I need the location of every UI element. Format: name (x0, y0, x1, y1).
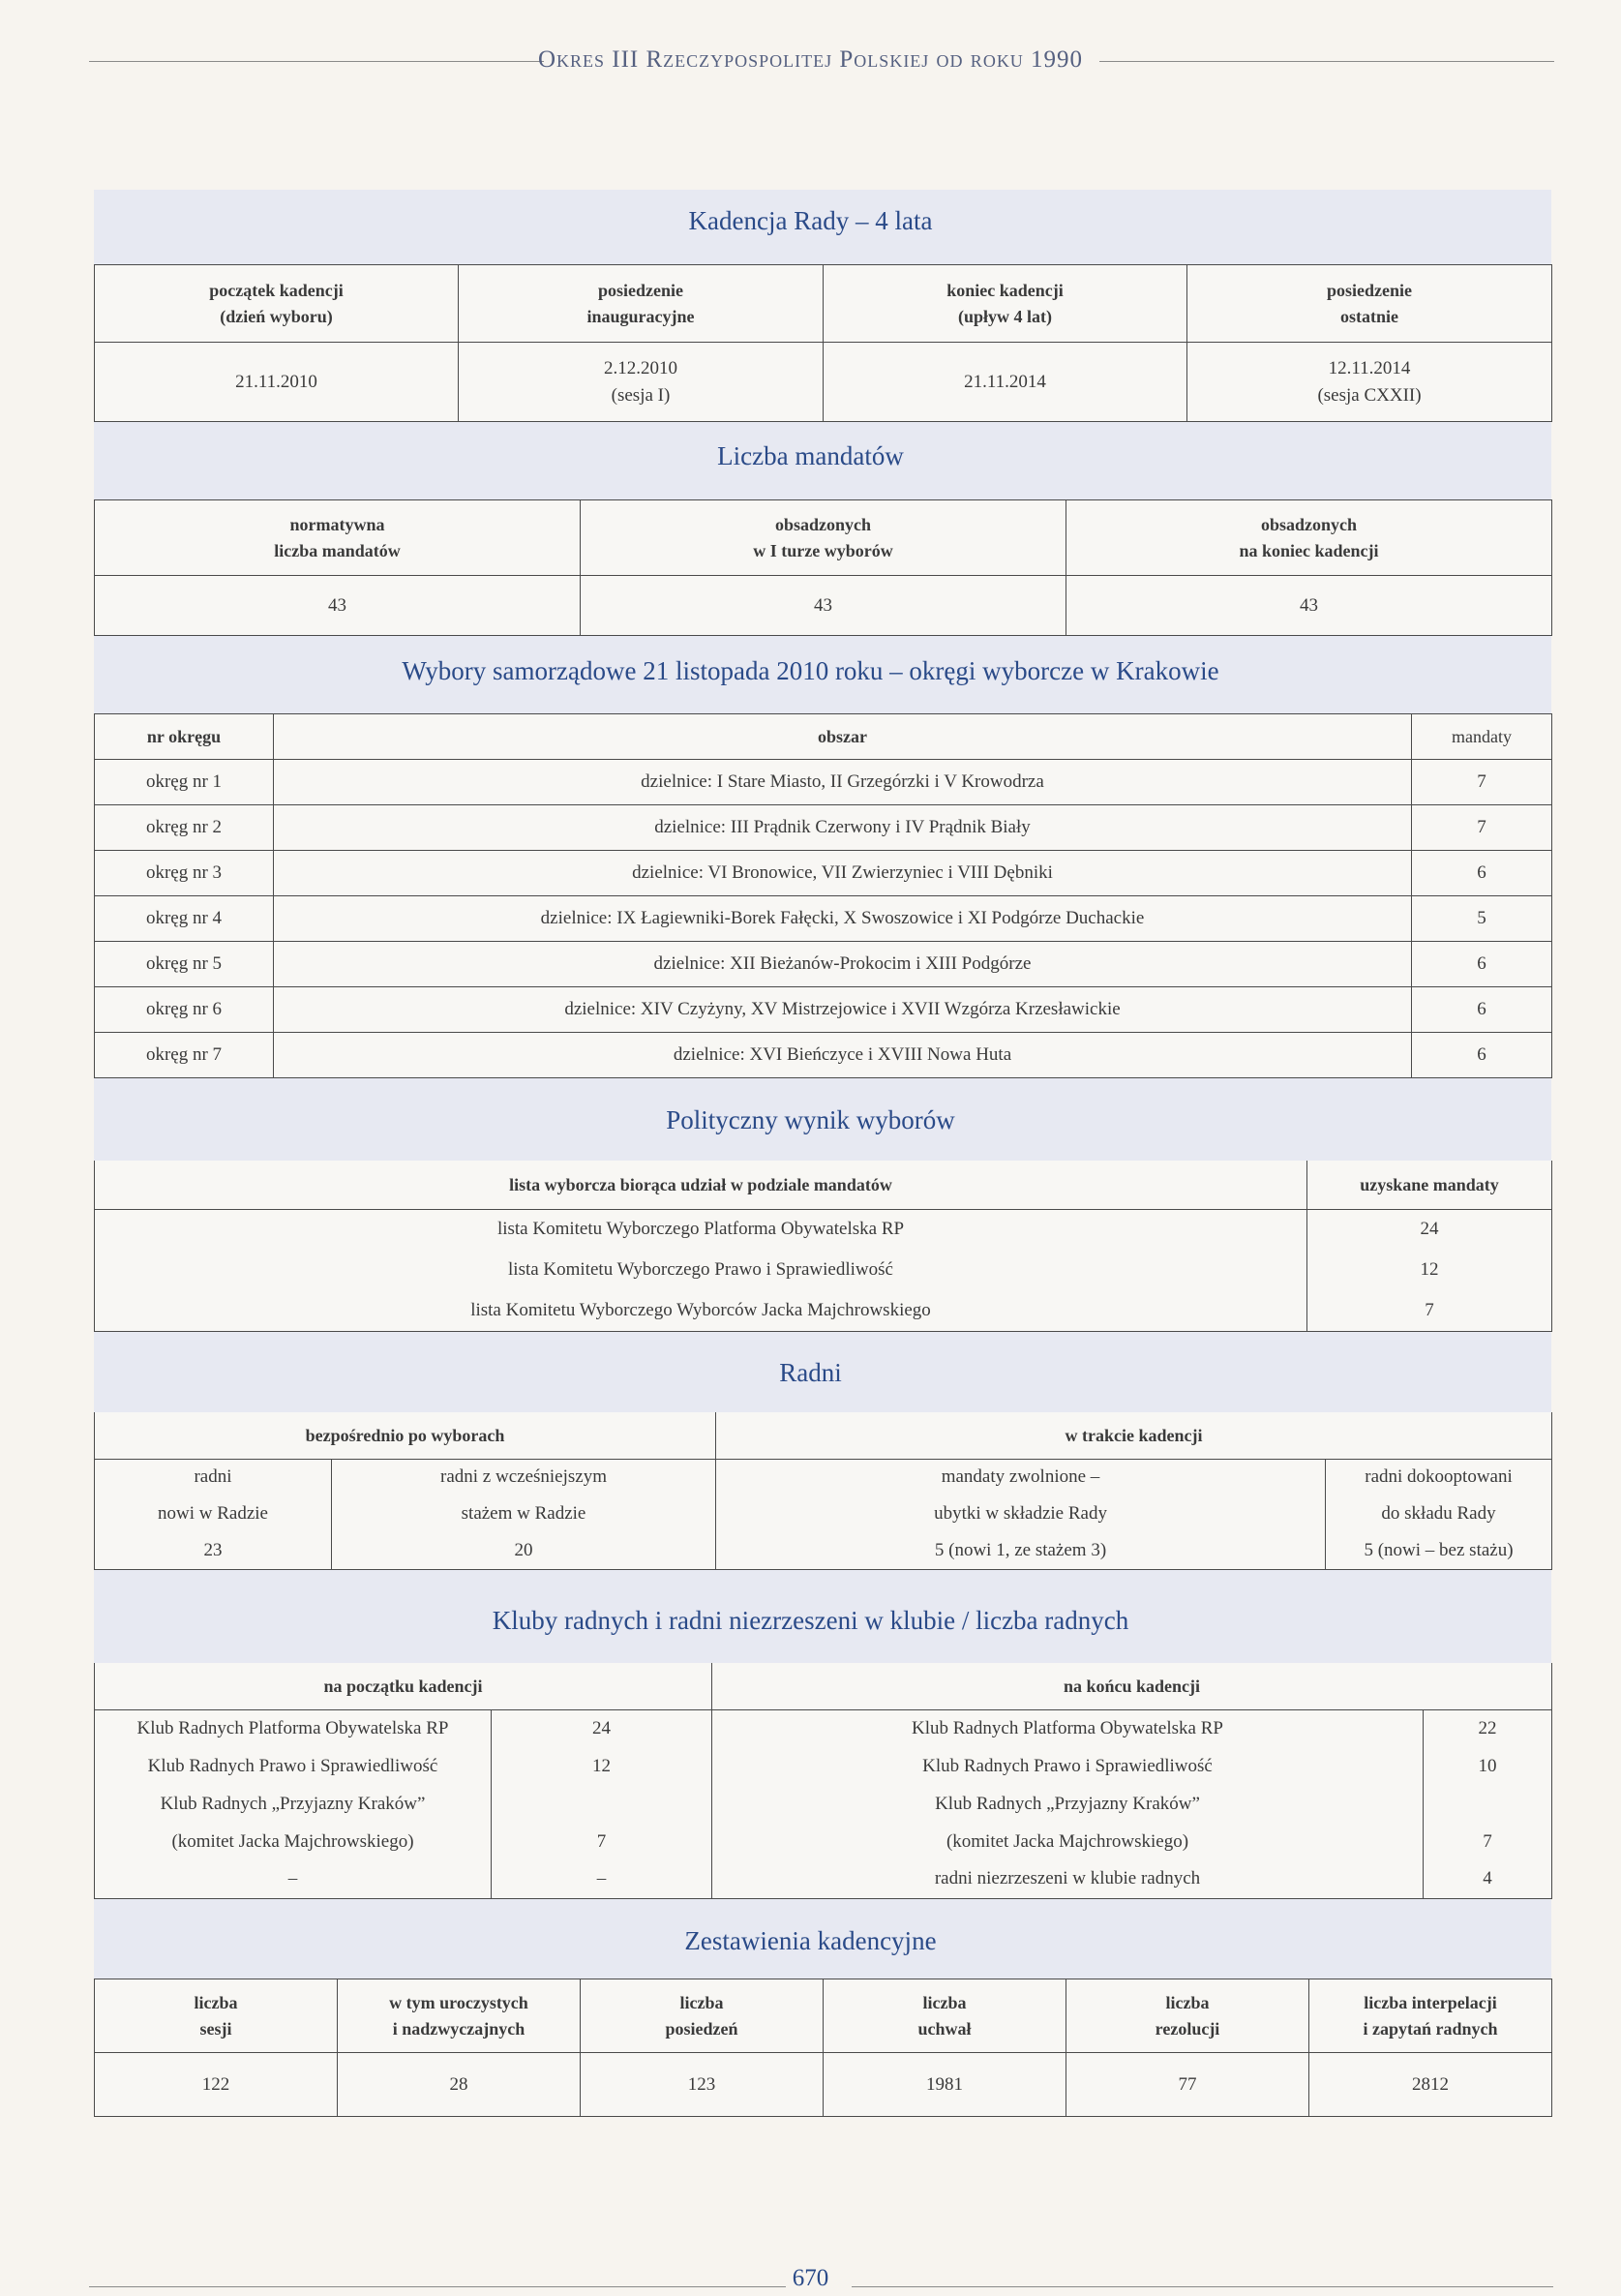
club-name-start: Klub Radnych „Przyjazny Kraków” (95, 1785, 492, 1823)
district-area: dzielnice: XVI Bieńczyce i XVIII Nowa Huta (274, 1033, 1412, 1078)
table-row (95, 1033, 1552, 1078)
results-header-list: lista wyborcza biorąca udział w podziale mandatów (95, 1161, 1307, 1209)
club-count-start: 7 (492, 1823, 712, 1860)
summary-header-cell: liczba rezolucji (1066, 1979, 1309, 2053)
table-row (95, 942, 1552, 987)
district-area: dzielnice: XII Bieżanów-Prokocim i XIII Podgórze (274, 942, 1412, 987)
district-number: okręg nr 1 (95, 760, 274, 805)
councillors-cell: radni z wcześniejszym (332, 1459, 716, 1495)
results-list-name: lista Komitetu Wyborczego Wyborców Jacka Majchrowskiego (95, 1290, 1307, 1331)
councillors-cell: radni (95, 1459, 332, 1495)
term-value-cell: 21.11.2014 (824, 343, 1187, 422)
councillors-table (94, 1412, 1552, 1570)
districts-title: Wybory samorządowe 21 listopada 2010 roku – okręgi wyborcze w Krakowie (402, 656, 1219, 685)
term-value-cell: 12.11.2014 (sesja CXXII) (1187, 343, 1552, 422)
term-value-cell: 2.12.2010 (sesja I) (459, 343, 824, 422)
term-header-cell: posiedzenie inauguracyjne (459, 265, 824, 343)
club-count-start: 24 (492, 1709, 712, 1747)
clubs-title: Kluby radnych i radni niezrzeszeni w klubie / liczba radnych (492, 1606, 1129, 1635)
district-number: okręg nr 2 (95, 805, 274, 851)
term-table (94, 264, 1552, 422)
clubs-header-start: na początku kadencji (95, 1663, 712, 1709)
district-number: okręg nr 6 (95, 987, 274, 1033)
summary-value-cell: 28 (338, 2053, 581, 2117)
councillors-title: Radni (779, 1358, 842, 1387)
club-count-start (492, 1785, 712, 1823)
club-count-start: – (492, 1860, 712, 1898)
table-row (95, 1209, 1552, 1250)
district-number: okręg nr 3 (95, 851, 274, 896)
summary-value-cell: 123 (581, 2053, 824, 2117)
results-title: Polityczny wynik wyborów (666, 1105, 955, 1134)
districts-header-number: nr okręgu (95, 714, 274, 760)
districts-table (94, 713, 1552, 1078)
councillors-cell: mandaty zwolnione – (716, 1459, 1326, 1495)
club-name-start: Klub Radnych Platforma Obywatelska RP (95, 1709, 492, 1747)
header-rule-right (1099, 61, 1554, 62)
term-value-cell: 21.11.2010 (95, 343, 459, 422)
district-area: dzielnice: VI Bronowice, VII Zwierzyniec i VIII Dębniki (274, 851, 1412, 896)
footer-rule-right (852, 2286, 1553, 2287)
summary-header-cell: liczba uchwał (824, 1979, 1066, 2053)
district-seats: 7 (1412, 760, 1552, 805)
district-seats: 6 (1412, 851, 1552, 896)
mandates-table (94, 499, 1552, 636)
results-header-seats: uzyskane mandaty (1307, 1161, 1552, 1209)
term-title: Kadencja Rady – 4 lata (688, 206, 933, 235)
summary-table (94, 1979, 1552, 2117)
mandates-title: Liczba mandatów (717, 441, 904, 470)
club-count-end: 7 (1424, 1823, 1552, 1860)
table-row (95, 1709, 1552, 1747)
table-row (95, 851, 1552, 896)
club-count-end (1424, 1785, 1552, 1823)
summary-header-cell: liczba posiedzeń (581, 1979, 824, 2053)
table-row (95, 987, 1552, 1033)
councillors-cell: radni dokooptowani (1326, 1459, 1552, 1495)
mandates-value-cell: 43 (581, 576, 1066, 636)
summary-value-cell: 1981 (824, 2053, 1066, 2117)
district-area: dzielnice: I Stare Miasto, II Grzegórzki i V Krowodrza (274, 760, 1412, 805)
mandates-header-cell: obsadzonych w I turze wyborów (581, 500, 1066, 576)
councillors-cell: ubytki w składzie Rady (716, 1495, 1326, 1532)
councillors-value: 20 (332, 1532, 716, 1569)
club-name-start: (komitet Jacka Majchrowskiego) (95, 1823, 492, 1860)
term-header-cell: koniec kadencji (upływ 4 lat) (824, 265, 1187, 343)
councillors-value: 5 (nowi 1, ze stażem 3) (716, 1532, 1326, 1569)
mandates-header-cell: normatywna liczba mandatów (95, 500, 581, 576)
table-row (95, 1290, 1552, 1331)
club-name-start: – (95, 1860, 492, 1898)
club-name-end: radni niezrzeszeni w klubie radnych (712, 1860, 1424, 1898)
district-seats: 6 (1412, 1033, 1552, 1078)
districts-header-seats: mandaty (1412, 714, 1552, 760)
table-row (95, 1823, 1552, 1860)
results-list-name: lista Komitetu Wyborczego Prawo i Sprawiedliwość (95, 1250, 1307, 1290)
councillors-group-after-election: bezpośrednio po wyborach (95, 1412, 716, 1459)
councillors-cell: stażem w Radzie (332, 1495, 716, 1532)
club-count-start: 12 (492, 1747, 712, 1785)
summary-value-cell: 2812 (1309, 2053, 1552, 2117)
summary-title: Zestawienia kadencyjne (684, 1926, 937, 1955)
mandates-header-cell: obsadzonych na koniec kadencji (1066, 500, 1552, 576)
clubs-header-end: na końcu kadencji (712, 1663, 1552, 1709)
summary-header-cell: liczba sesji (95, 1979, 338, 2053)
district-number: okręg nr 7 (95, 1033, 274, 1078)
results-seats: 12 (1307, 1250, 1552, 1290)
table-row (95, 760, 1552, 805)
term-header-cell: początek kadencji (dzień wyboru) (95, 265, 459, 343)
club-name-end: Klub Radnych „Przyjazny Kraków” (712, 1785, 1424, 1823)
councillors-value: 5 (nowi – bez stażu) (1326, 1532, 1552, 1569)
results-seats: 24 (1307, 1209, 1552, 1250)
councillors-value: 23 (95, 1532, 332, 1569)
club-count-end: 10 (1424, 1747, 1552, 1785)
page-number: 670 (792, 2265, 829, 2291)
club-name-end: Klub Radnych Prawo i Sprawiedliwość (712, 1747, 1424, 1785)
councillors-group-during-term: w trakcie kadencji (716, 1412, 1552, 1459)
summary-header-cell: liczba interpelacji i zapytań radnych (1309, 1979, 1552, 2053)
club-name-end: (komitet Jacka Majchrowskiego) (712, 1823, 1424, 1860)
club-count-end: 4 (1424, 1860, 1552, 1898)
table-row (95, 1250, 1552, 1290)
clubs-table (94, 1663, 1552, 1899)
mandates-value-cell: 43 (1066, 576, 1552, 636)
club-name-start: Klub Radnych Prawo i Sprawiedliwość (95, 1747, 492, 1785)
table-row (95, 896, 1552, 942)
table-row (95, 1860, 1552, 1898)
district-seats: 6 (1412, 987, 1552, 1033)
summary-header-cell: w tym uroczystych i nadzwyczajnych (338, 1979, 581, 2053)
councillors-cell: nowi w Radzie (95, 1495, 332, 1532)
results-table (94, 1161, 1552, 1332)
table-row (95, 1785, 1552, 1823)
results-seats: 7 (1307, 1290, 1552, 1331)
district-area: dzielnice: XIV Czyżyny, XV Mistrzejowice i XVII Wzgórza Krzesławickie (274, 987, 1412, 1033)
councillors-cell: do składu Rady (1326, 1495, 1552, 1532)
district-seats: 6 (1412, 942, 1552, 987)
table-row (95, 805, 1552, 851)
district-seats: 5 (1412, 896, 1552, 942)
district-number: okręg nr 4 (95, 896, 274, 942)
summary-value-cell: 77 (1066, 2053, 1309, 2117)
term-header-cell: posiedzenie ostatnie (1187, 265, 1552, 343)
results-list-name: lista Komitetu Wyborczego Platforma Obywatelska RP (95, 1209, 1307, 1250)
club-count-end: 22 (1424, 1709, 1552, 1747)
summary-value-cell: 122 (95, 2053, 338, 2117)
district-seats: 7 (1412, 805, 1552, 851)
district-number: okręg nr 5 (95, 942, 274, 987)
districts-header-area: obszar (274, 714, 1412, 760)
district-area: dzielnice: III Prądnik Czerwony i IV Prądnik Biały (274, 805, 1412, 851)
running-header: Okres III Rzeczypospolitej Polskiej od roku 1990 (537, 46, 1084, 73)
club-name-end: Klub Radnych Platforma Obywatelska RP (712, 1709, 1424, 1747)
mandates-value-cell: 43 (95, 576, 581, 636)
district-area: dzielnice: IX Łagiewniki-Borek Fałęcki, X Swoszowice i XI Podgórze Duchackie (274, 896, 1412, 942)
table-row (95, 1747, 1552, 1785)
